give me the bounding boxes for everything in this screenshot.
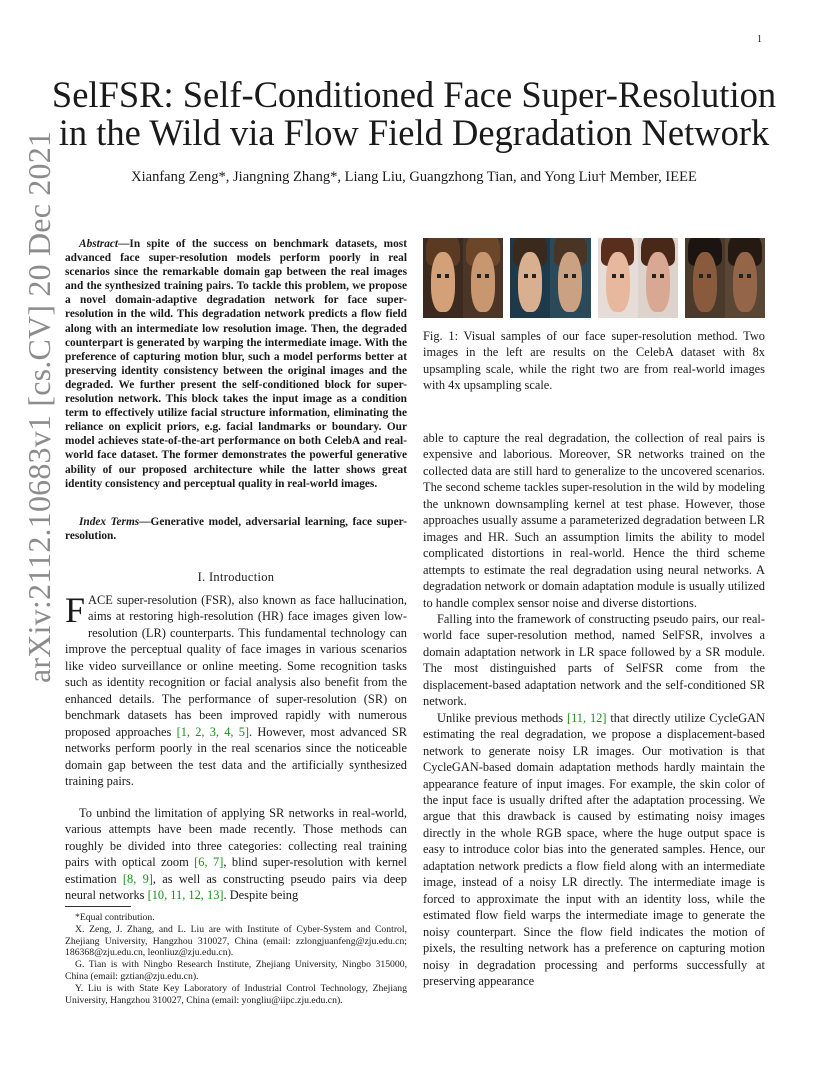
footnote: G. Tian is with Ningbo Research Institute, Zhejiang University, Ningbo 315000, China (email: gztian@zju.edu.cn). bbox=[65, 959, 407, 982]
intro-text: , blind super-resolution with kernel estimation bbox=[65, 855, 408, 886]
paragraph-text: Unlike previous methods bbox=[437, 710, 567, 725]
paragraph bbox=[423, 710, 765, 990]
face-image bbox=[463, 238, 503, 318]
face-image bbox=[685, 238, 725, 318]
section-heading: I. Introduction bbox=[197, 570, 275, 584]
index-terms bbox=[65, 515, 407, 543]
figure-image-strip bbox=[423, 238, 765, 318]
paragraph-text: that directly utilize CycleGAN estimating the real degradation, we propose a displacement-based network to generate noisy LR images. Our motivation is that CycleGAN-based domain adaptation methods hardly maintain the appearance feature of input images. For example, the skin color of the input face is usually drifted after the adaptation processing. We argue that this drawback is caused by estimating noisy images directly in the whole RGB space, where the huge output space is easy to introduce color bias into the generated samples. Hence, our adaptation network predicts a flow field along with an intermediate image, instead of a noisy LR directly. The intermediate image is forced to approximate the input with an identity loss, while the estimated flow field warps the intermediate image to generate the noisy counterpart. Since the flow field indicates the motion of pixels, the resulting network has a preference on capturing motion noisy in degradation processing and performs successfully at preserving appearance bbox=[423, 710, 765, 988]
citation-link[interactable]: [8, 9] bbox=[122, 871, 153, 886]
intro-paragraph-2 bbox=[65, 805, 407, 904]
index-terms-text: —Generative model, adversarial learning, face super-resolution. bbox=[65, 516, 407, 543]
face-image bbox=[638, 238, 678, 318]
paragraph: Falling into the framework of constructing pseudo pairs, our real-world face super-resolution method, named SelFSR, involves a domain adaptation network in LR space followed by a SR module. The most distinguished parts of SelFSR come from the displacement-based adaptation network and the self-conditioned SR network. bbox=[423, 611, 765, 709]
right-column-text bbox=[423, 430, 765, 989]
citation-link[interactable]: [11, 12] bbox=[566, 710, 607, 725]
footnote-rule bbox=[65, 906, 131, 907]
drop-cap: F bbox=[65, 590, 86, 630]
abstract-label: Abstract bbox=[79, 238, 119, 250]
abstract bbox=[65, 237, 407, 491]
footnote: *Equal contribution. bbox=[75, 912, 155, 923]
face-image bbox=[510, 238, 550, 318]
face-image bbox=[598, 238, 638, 318]
figure-pair-celeba-2 bbox=[510, 238, 590, 318]
figure-pair-celeba-1 bbox=[423, 238, 503, 318]
citation-link[interactable]: [10, 11, 12, 13] bbox=[147, 888, 224, 903]
footnotes bbox=[65, 912, 407, 1006]
intro-text: , as well as constructing pseudo pairs via deep neural networks bbox=[65, 871, 407, 903]
intro-text: . Despite being bbox=[223, 888, 299, 903]
face-image bbox=[550, 238, 590, 318]
figure-pair-real-2 bbox=[685, 238, 765, 318]
footnote: Y. Liu is with State Key Laboratory of Industrial Control Technology, Zhejiang University, Hangzhou 310027, China (email: yongliu@iipc.zju.edu.cn). bbox=[65, 982, 407, 1006]
index-terms-label: Index Terms bbox=[79, 516, 140, 528]
face-image bbox=[423, 238, 463, 318]
intro-text: ACE super-resolution (FSR), also known as face hallucination, aims at restoring high-resolution (HR) face images given low-resolution (LR) counterparts. This fundamental technology can improve the perceptual quality of face images in various scenarios like video surveillance or online meeting. Some recognition tasks such as identity recognition or facial analysis also benefit from the enhanced details. The performance of super-resolution (SR) on benchmark datasets has been improved rapidly with numerous proposed approaches bbox=[65, 593, 407, 739]
face-image bbox=[725, 238, 765, 318]
arxiv-stamp: arXiv:2112.10683v1 [cs.CV] 20 Dec 2021 bbox=[21, 130, 57, 683]
page-number: 1 bbox=[757, 34, 762, 45]
citation-link[interactable]: [1, 2, 3, 4, 5] bbox=[176, 724, 250, 739]
footnote: X. Zeng, J. Zhang, and L. Liu are with Institute of Cyber-System and Control, Zhejiang University, Hangzhou 310027, China (email: zzlongjuanfeng@zju.edu.cn; 186368@zju.edu.cn, leonliuz@zju.edu.cn). bbox=[65, 923, 407, 959]
paper-title: SelFSR: Self-Conditioned Face Super-Resolution in the Wild via Flow Field Degradation Network bbox=[51, 74, 777, 153]
intro-paragraph-1 bbox=[65, 592, 407, 789]
figure-caption: Fig. 1: Visual samples of our face super-resolution method. Two images in the left are results on the CelebA dataset with 8x upsampling scale, while the right two are from real-world images with 4x upsampling scale. bbox=[423, 329, 765, 393]
abstract-text: —In spite of the success on benchmark datasets, most advanced face super-resolution models perform poorly in real scenarios since the remarkable domain gap between the real images and the synthesized training pairs. To tackle this problem, we propose a novel domain-adaptive degradation network for face super-resolution in the wild. This degradation network predicts a flow field along with an intermediate low resolution image. Then, the degraded counterpart is generated by warping the intermediate image. With the preference of capturing motion blur, such a model performs better at preserving identity consistency between the original images and the degraded. We further present the self-conditioned block for super-resolution network. This block takes the input image as a condition term to effectively utilize facial structure information, eliminating the reliance on explicit priors, e.g. facial landmarks or boundary. Our model achieves state-of-the-art performance on both CelebA and real-world face dataset. The former demonstrates the powerful generative ability of our proposed architecture while the latter shows great identity consistency and perceptual quality in real-world images. bbox=[65, 238, 407, 490]
paragraph: able to capture the real degradation, the collection of real pairs is expensive and laborious. Moreover, SR networks trained on the collected data are still hard to generalize to the uncovered scenarios. The second scheme tackles super-resolution in the wild by modeling the unknown downsampling kernel at test phase. However, those approaches usually assume a parameterized degradation between LR images and HR. Such an assumption limits the ability to model complicated distortions in real-world. Hence the third scheme attempts to estimate the real degradation using neural networks. A degradation network or domain adaptation module is usually utilized to handle complex sensor noise and diverse distortions. bbox=[423, 431, 765, 610]
citation-link[interactable]: [6, 7] bbox=[194, 855, 224, 870]
author-list: Xianfang Zeng*, Jiangning Zhang*, Liang Liu, Guangzhong Tian, and Yong Liu† Member, IEEE bbox=[131, 169, 697, 185]
intro-text: . However, most advanced SR networks perform poorly in the real scenarios since the noticeable domain gap between the test data and the artificially synthesized training pairs. bbox=[65, 724, 407, 788]
intro-text: To unbind the limitation of applying SR networks in real-world, various attempts have been made recently. Those methods can roughly be divided into three categories: collecting real training pairs with optical zoom bbox=[65, 806, 407, 870]
figure-pair-real-1 bbox=[598, 238, 678, 318]
